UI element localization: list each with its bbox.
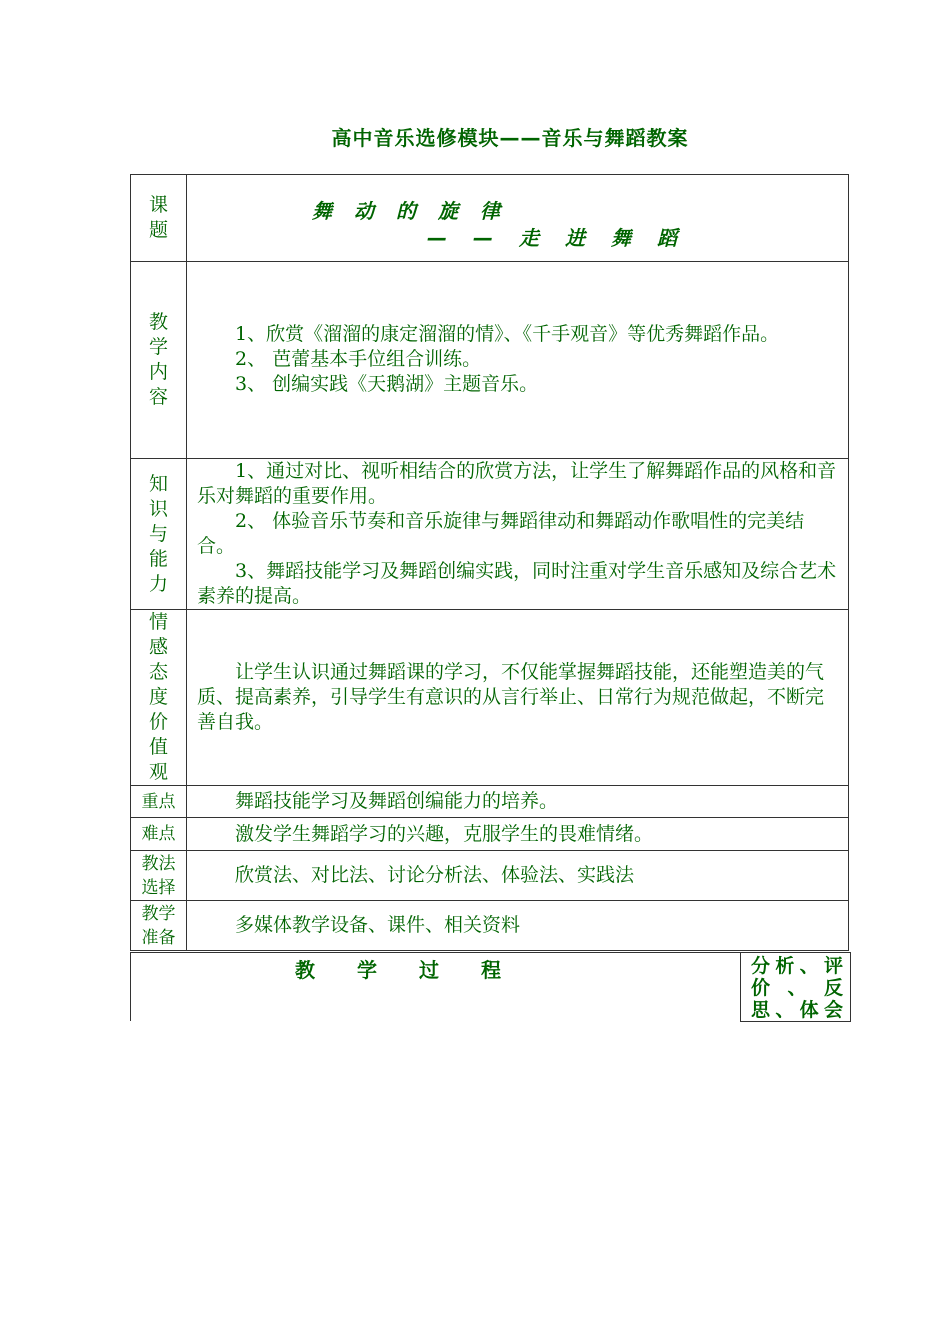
key-point-text: 舞蹈技能学习及舞蹈创编能力的培养。 bbox=[235, 790, 559, 812]
content-item-1: 1、欣赏《溜溜的康定溜溜的情》、《千手观音》等优秀舞蹈作品。 bbox=[235, 323, 780, 345]
key-point-label: 重点 bbox=[131, 786, 187, 818]
method-text: 欣赏法、对比法、讨论分析法、体验法、实践法 bbox=[235, 864, 635, 886]
content-cell bbox=[187, 262, 849, 459]
emotion-cell bbox=[187, 610, 849, 786]
content-label: 教 学 内 容 bbox=[131, 262, 187, 459]
knowledge-paragraph-2: 2、 体验音乐节奏和音乐旋律与舞蹈律动和舞蹈动作歌唱性的完美结合。 bbox=[197, 510, 805, 557]
analysis-reflection-box bbox=[740, 952, 851, 1022]
emotion-label: 情 感 态 度 价 值 观 bbox=[131, 610, 187, 786]
row-difficulty bbox=[131, 818, 849, 851]
emotion-text: 让学生认识通过舞蹈课的学习，不仅能掌握舞蹈技能，还能塑造美的气质、提高素养，引导学生有意识的从言行举止、日常行为规范做起，不断完善自我。 bbox=[197, 661, 825, 733]
method-label: 教法 选择 bbox=[131, 851, 187, 901]
prep-cell bbox=[187, 901, 849, 951]
row-content bbox=[131, 262, 849, 459]
row-key-point bbox=[131, 786, 849, 818]
method-cell bbox=[187, 851, 849, 901]
process-left-border bbox=[130, 952, 131, 1021]
topic-subtitle: ——走进舞蹈 bbox=[427, 226, 703, 250]
knowledge-paragraph-1: 1、通过对比、视听相结合的欣赏方法，让学生了解舞蹈作品的风格和音乐对舞蹈的重要作用。 bbox=[197, 460, 837, 507]
difficulty-text: 激发学生舞蹈学习的兴趣，克服学生的畏难情绪。 bbox=[235, 822, 654, 845]
content-item-2: 2、 芭蕾基本手位组合训练。 bbox=[235, 348, 482, 370]
row-emotion bbox=[131, 610, 849, 786]
document-title: 高中音乐选修模块——音乐与舞蹈教案 bbox=[331, 126, 689, 150]
knowledge-paragraph-3: 3、舞蹈技能学习及舞蹈创编实践，同时注重对学生音乐感知及综合艺术素养的提高。 bbox=[197, 560, 837, 607]
row-knowledge bbox=[131, 459, 849, 610]
topic-title: 舞动的旋律 bbox=[312, 199, 522, 223]
difficulty-label: 难点 bbox=[131, 818, 187, 851]
row-prep bbox=[131, 901, 849, 951]
lesson-plan-table bbox=[130, 174, 849, 951]
key-point-cell bbox=[187, 786, 849, 818]
teaching-process-section bbox=[130, 952, 850, 1021]
knowledge-cell bbox=[187, 459, 849, 610]
row-topic bbox=[131, 175, 849, 262]
topic-cell bbox=[187, 175, 849, 262]
prep-text: 多媒体教学设备、课件、相关资料 bbox=[235, 914, 521, 936]
teaching-process-title: 教学过程 bbox=[295, 958, 543, 982]
row-method bbox=[131, 851, 849, 901]
topic-label: 课 题 bbox=[131, 175, 187, 262]
prep-label: 教学 准备 bbox=[131, 901, 187, 951]
analysis-reflection-label: 分析、评价 、 反思、体会 bbox=[751, 955, 843, 1021]
knowledge-label: 知 识 与 能 力 bbox=[131, 459, 187, 610]
content-item-3: 3、 创编实践《天鹅湖》主题音乐。 bbox=[235, 373, 539, 395]
difficulty-cell bbox=[187, 818, 849, 851]
